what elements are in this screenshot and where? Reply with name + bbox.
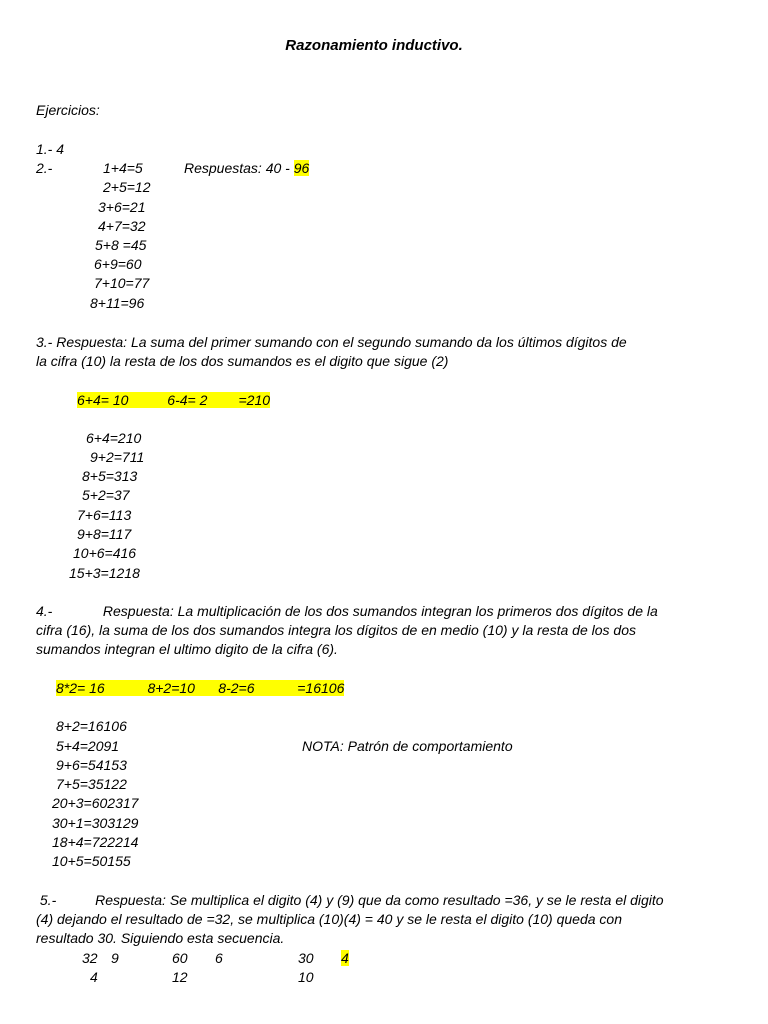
exercise-1: 1.- 4 <box>36 141 65 157</box>
nota-text: NOTA: Patrón de comportamiento <box>302 738 513 754</box>
ex2-line: 2+5=12 <box>103 179 151 195</box>
ex4-line: 18+4=722214 <box>52 834 139 850</box>
ex2-line: 6+9=60 <box>94 256 142 272</box>
ex3-line: 9+2=711 <box>90 449 145 465</box>
document-title: Razonamiento inductivo. <box>285 37 463 54</box>
ex2-line: 3+6=21 <box>98 199 146 215</box>
ex5-value: 12 <box>172 969 188 985</box>
exercise-4-text-3: sumandos integran el ultimo digito de la cifra (6). <box>36 641 338 657</box>
highlight-text: 8*2= 16 8+2=10 8-2=6 =16106 <box>56 680 345 696</box>
ex4-line: 10+5=50155 <box>52 853 131 869</box>
ex5-value: 9 <box>111 950 119 966</box>
ex3-line: 15+3=1218 <box>69 565 140 581</box>
ex4-line: 7+5=35122 <box>56 776 127 792</box>
ex2-line: 4+7=32 <box>98 218 146 234</box>
ex4-line: 30+1=303129 <box>52 815 139 831</box>
ex3-line: 10+6=416 <box>73 545 137 561</box>
exercise-2-number: 2.- <box>36 160 53 176</box>
ex3-line: 5+2=37 <box>82 487 130 503</box>
ex4-line: 5+4=2091 <box>56 738 120 754</box>
exercise-3-text-1: 3.- Respuesta: La suma del primer sumando con el segundo sumando da los últimos dígitos de <box>36 334 627 350</box>
ex3-line: 6+4=210 <box>86 430 142 446</box>
exercise-2-answers <box>184 159 309 178</box>
answers-label: Respuestas: 40 - <box>184 160 290 176</box>
exercise-5-text-1: 5.- Respuesta: Se multiplica el digito (4) y (9) que da como resultado =36, y se le resta el digito <box>36 892 664 908</box>
exercise-4-text-2: cifra (16), la suma de los dos sumandos integra los dígitos de en medio (10) y la resta de los dos <box>36 622 636 638</box>
ex5-value: 60 <box>172 950 188 966</box>
exercise-5-text-2: (4) dejando el resultado de =32, se multiplica (10)(4) = 40 y se le resta el digito (10) queda con <box>36 911 623 927</box>
ex4-line: 8+2=16106 <box>56 718 127 734</box>
ex3-line: 9+8=117 <box>77 526 132 542</box>
exercise-3-highlight <box>77 391 270 410</box>
ex5-value: 4 <box>90 969 98 985</box>
ex2-line: 1+4=5 <box>103 160 143 176</box>
exercise-4-highlight <box>56 679 344 698</box>
highlight-text: 4 <box>341 950 349 966</box>
ex2-line: 7+10=77 <box>94 275 150 291</box>
ex3-line: 7+6=113 <box>77 507 132 523</box>
ex5-value: 6 <box>215 950 223 966</box>
ejercicios-label: Ejercicios: <box>36 102 100 118</box>
exercise-4-text-1: 4.- Respuesta: La multiplicación de los dos sumandos integran los primeros dos dígitos de la <box>36 603 658 619</box>
exercise-3-text-2: la cifra (10) la resta de los dos sumandos es el digito que sigue (2) <box>36 353 449 369</box>
highlight-text: 6+4= 10 6-4= 2 =210 <box>77 392 271 408</box>
ex4-line: 9+6=54153 <box>56 757 127 773</box>
ex5-value-highlight <box>341 949 349 968</box>
ex5-value: 10 <box>298 969 314 985</box>
ex5-value: 32 <box>82 950 98 966</box>
exercise-5-text-3: resultado 30. Siguiendo esta secuencia. <box>36 930 285 946</box>
ex2-line: 8+11=96 <box>90 295 145 311</box>
ex3-line: 8+5=313 <box>82 468 138 484</box>
answers-highlight: 96 <box>293 160 310 176</box>
ex5-value: 30 <box>298 950 314 966</box>
ex2-line: 5+8 =45 <box>95 237 147 253</box>
ex4-line: 20+3=602317 <box>52 795 139 811</box>
